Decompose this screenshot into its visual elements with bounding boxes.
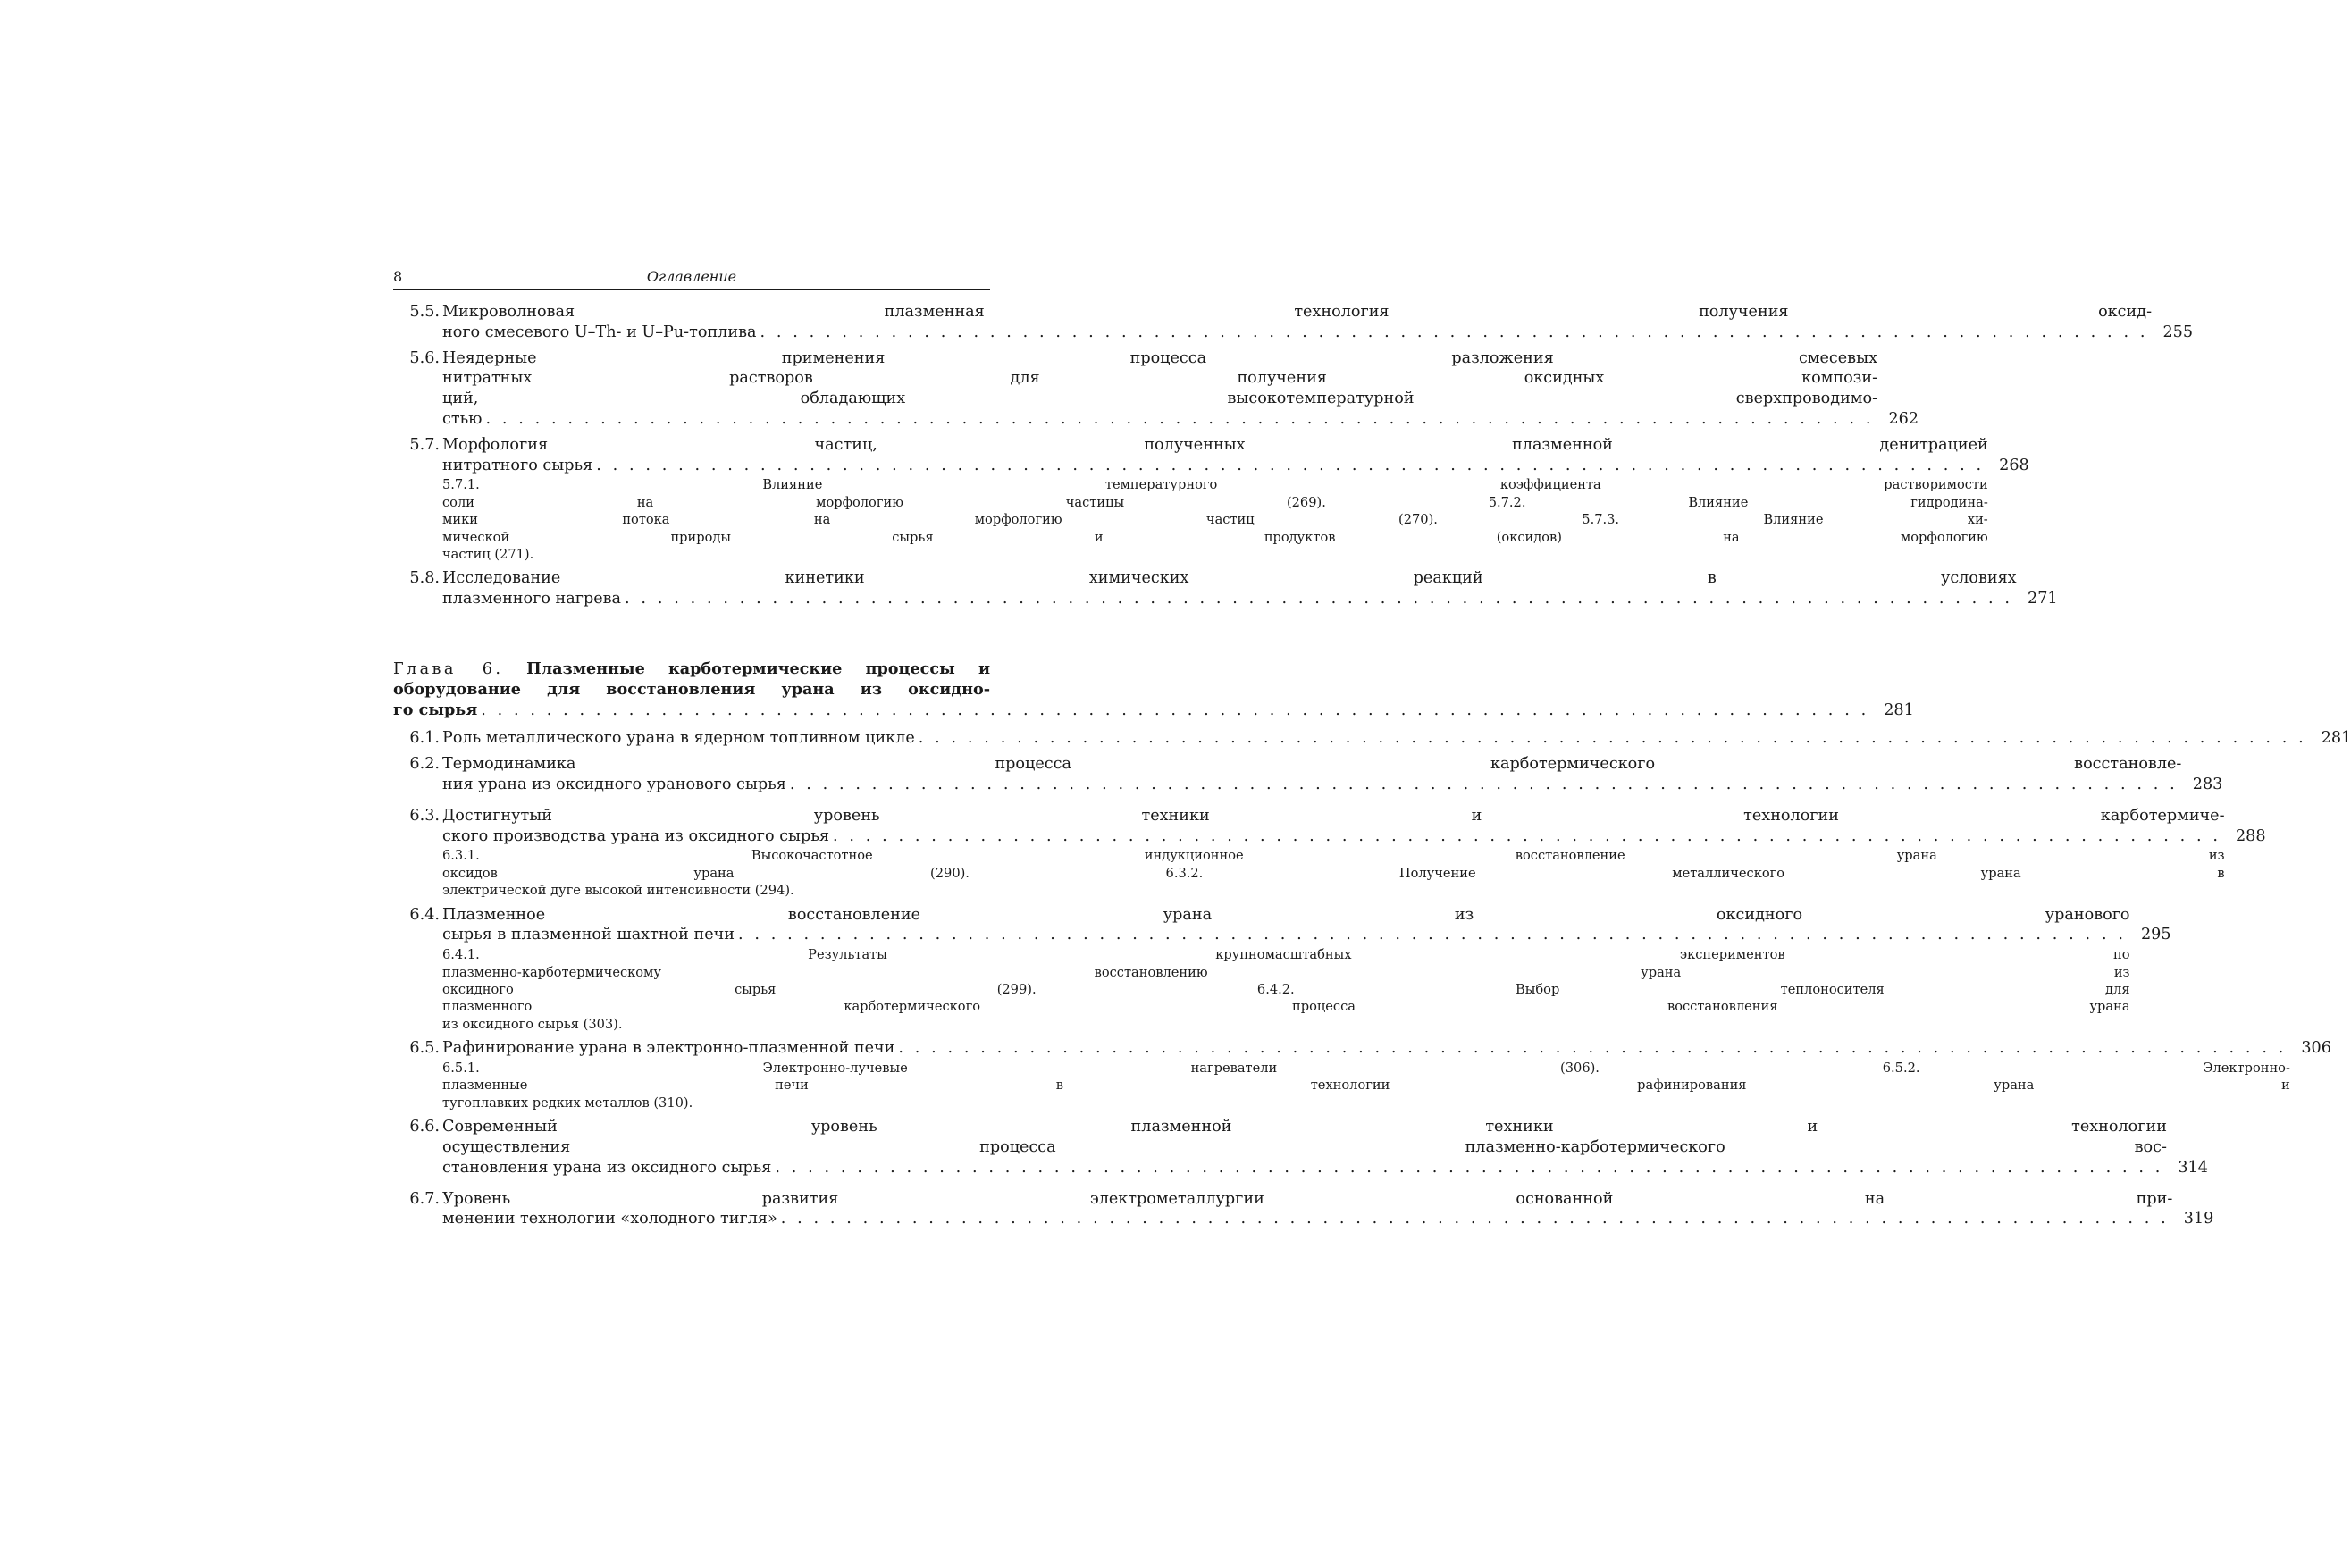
subsection-list: [442, 946, 2130, 1033]
entry-line: ций, обладающих высокотемпературной сверхпроводимо-: [442, 390, 1878, 408]
chapter-last-line: [393, 700, 1914, 721]
toc-entry[interactable]: [393, 728, 2351, 749]
entry-body: [440, 302, 2193, 343]
subsection-line: из оксидного сырья (303).: [442, 1016, 623, 1032]
toc-entry[interactable]: [393, 302, 2194, 343]
toc-entry[interactable]: [393, 568, 2058, 609]
toc-entry[interactable]: [393, 348, 1919, 430]
entry-page: 255: [2162, 323, 2194, 341]
dot-leader: [625, 589, 2013, 609]
toc-entry[interactable]: [393, 806, 2266, 900]
subsection-line: 6.4.1. Результаты крупномасштабных экспериментов по: [442, 947, 2130, 963]
dot-leader: [775, 1158, 2163, 1178]
entry-body: [440, 728, 2351, 749]
entry-last-line: [442, 826, 2266, 847]
entry-title-end: нитратного сырья: [442, 456, 593, 474]
entry-body: [440, 905, 2171, 1034]
chapter-title-end: го сырья: [393, 700, 478, 719]
entry-line: Микроволновая плазменная технология получения оксид-: [442, 303, 2153, 321]
entry-line: Неядерные применения процесса разложения смесевых: [442, 348, 1878, 367]
chapter-heading[interactable]: [393, 659, 1914, 720]
entry-number: 5.6.: [409, 348, 440, 367]
entry-page: 262: [1888, 409, 1919, 428]
entry-body: [440, 348, 1919, 430]
toc-entry[interactable]: [393, 435, 2029, 564]
entry-page: 281: [2321, 729, 2351, 748]
entry-body: [440, 1038, 2331, 1111]
subsection-list: [442, 1060, 2290, 1111]
page-number: 8: [393, 268, 403, 285]
toc-page: [393, 264, 2351, 1235]
subsection-line: оксидов урана (290). 6.3.2. Получение металлического урана в: [442, 865, 2225, 881]
entry-body: [440, 435, 2029, 564]
dot-leader: [485, 409, 1874, 430]
entry-body: [440, 1189, 2213, 1230]
dot-leader: [781, 1209, 2170, 1229]
entry-line: Современный уровень плазменной техники и технологии: [442, 1118, 2167, 1136]
entry-last-line: [442, 323, 2193, 343]
entry-body: [440, 806, 2266, 900]
subsection-list: [442, 847, 2225, 899]
dot-leader: [596, 456, 1985, 476]
entry-last-line: [442, 1158, 2208, 1178]
dot-leader: [790, 775, 2179, 795]
entry-number: 6.7.: [409, 1189, 440, 1208]
entry-page: 271: [2028, 590, 2058, 608]
entry-page: 295: [2140, 926, 2171, 944]
header-rule: [393, 289, 990, 290]
entry-number: 6.3.: [409, 806, 440, 825]
entry-title-end: ния урана из оксидного уранового сырья: [442, 775, 786, 793]
toc-entry[interactable]: [393, 905, 2171, 1034]
entry-page: 319: [2183, 1210, 2214, 1228]
entry-number: 5.7.: [409, 435, 440, 454]
running-header: [393, 264, 990, 289]
entry-title-end: стью: [442, 409, 483, 428]
toc-section-5: [393, 302, 2194, 609]
entry-number: 6.4.: [409, 905, 440, 924]
entry-title-end: Рафинирование урана в электронно-плазменной печи: [442, 1039, 895, 1058]
entry-number: 6.1.: [409, 729, 440, 748]
entry-page: 314: [2178, 1158, 2208, 1177]
entry-line: Термодинамика процесса карботермического восстановле-: [442, 755, 2182, 774]
subsection-line: мической природы сырья и продуктов (оксидов) на морфологию: [442, 529, 1988, 545]
dot-leader: [919, 728, 2307, 749]
subsection-line: соли на морфологию частицы (269). 5.7.2. Влияние гидродина-: [442, 494, 1988, 510]
running-title: Оглавление: [646, 268, 737, 285]
entry-page: 268: [1999, 456, 2029, 474]
toc-entry[interactable]: [393, 754, 2223, 795]
toc-entry[interactable]: [393, 1117, 2208, 1178]
entry-last-line: [442, 925, 2171, 945]
entry-line: Уровень развития электрометаллургии основанной на при-: [442, 1189, 2173, 1208]
entry-last-line: [442, 1038, 2331, 1059]
entry-last-line: [442, 1209, 2213, 1229]
entry-line: Плазменное восстановление урана из оксидного уранового: [442, 905, 2130, 924]
entry-last-line: [442, 589, 2058, 609]
entry-page: 283: [2192, 775, 2223, 793]
entry-number: 5.5.: [409, 303, 440, 321]
dot-leader: [898, 1038, 2287, 1059]
subsection-list: [442, 476, 1988, 563]
entry-page: 306: [2301, 1039, 2331, 1058]
entry-number: 6.5.: [409, 1039, 440, 1058]
entry-line: осуществления процесса плазменно-карботермического вос-: [442, 1138, 2167, 1157]
subsection-line: тугоплавких редких металлов (310).: [442, 1094, 693, 1111]
dot-leader: [760, 323, 2148, 343]
dot-leader: [833, 826, 2221, 847]
entry-title-end: плазменного нагрева: [442, 590, 622, 608]
entry-body: [440, 1117, 2208, 1178]
entry-title-end: ного смесевого U–Th- и U–Pu-топлива: [442, 323, 757, 341]
subsection-line: плазменно-карботермическому восстановлению урана из: [442, 964, 2130, 980]
entry-last-line: [442, 456, 2029, 476]
subsection-line: плазменные печи в технологии рафинирования урана и: [442, 1077, 2290, 1094]
subsection-line: 6.5.1. Электронно-лучевые нагреватели (306). 6.5.2. Электронно-: [442, 1061, 2290, 1077]
toc-section-6: [393, 728, 2351, 1229]
entry-title-end: Роль металлического урана в ядерном топливном цикле: [442, 729, 915, 748]
entry-title-end: ского производства урана из оксидного сырья: [442, 826, 829, 845]
subsection-line: 6.3.1. Высокочастотное индукционное восстановление урана из: [442, 848, 2225, 864]
entry-title-end: сырья в плазменной шахтной печи: [442, 926, 735, 944]
toc-entry[interactable]: [393, 1038, 2331, 1111]
entry-line: нитратных растворов для получения оксидных компози-: [442, 369, 1878, 388]
subsection-line: плазменного карботермического процесса восстановления урана: [442, 999, 2130, 1015]
entry-body: [440, 754, 2222, 795]
chapter-title-1: Плазменные карботермические процессы и: [526, 659, 990, 678]
subsection-line: оксидного сырья (299). 6.4.2. Выбор теплоносителя для: [442, 982, 2130, 997]
subsection-line: электрической дуге высокой интенсивности (294).: [442, 883, 794, 899]
entry-number: 6.2.: [409, 755, 440, 774]
entry-title-end: становления урана из оксидного сырья: [442, 1158, 772, 1177]
entry-line: Достигнутый уровень техники и технологии карботермиче-: [442, 806, 2225, 825]
subsection-line: мики потока на морфологию частиц (270). 5.7.3. Влияние хи-: [442, 512, 1988, 528]
chapter-line-1: [393, 659, 990, 680]
entry-line: Исследование кинетики химических реакций в условиях: [442, 569, 2017, 588]
chapter-page: 281: [1884, 700, 1914, 719]
entry-last-line: [442, 775, 2222, 795]
entry-page: 288: [2235, 826, 2266, 845]
subsection-line: 5.7.1. Влияние температурного коэффициента растворимости: [442, 477, 1988, 493]
entry-number: 5.8.: [409, 569, 440, 588]
entry-number: 6.6.: [409, 1118, 440, 1136]
chapter-line-2: оборудование для восстановления урана из оксидно-: [393, 679, 990, 699]
dot-leader: [738, 925, 2127, 945]
entry-title-end: менении технологии «холодного тигля»: [442, 1210, 777, 1228]
entry-body: [440, 568, 2058, 609]
toc-entry[interactable]: [393, 1189, 2214, 1230]
dot-leader: [481, 700, 1869, 721]
entry-line: Морфология частиц, полученных плазменной денитрацией: [442, 435, 1988, 454]
chapter-label: Глава 6.: [393, 660, 504, 678]
subsection-line: частиц (271).: [442, 547, 534, 562]
entry-last-line: [442, 728, 2351, 749]
entry-last-line: [442, 409, 1919, 430]
